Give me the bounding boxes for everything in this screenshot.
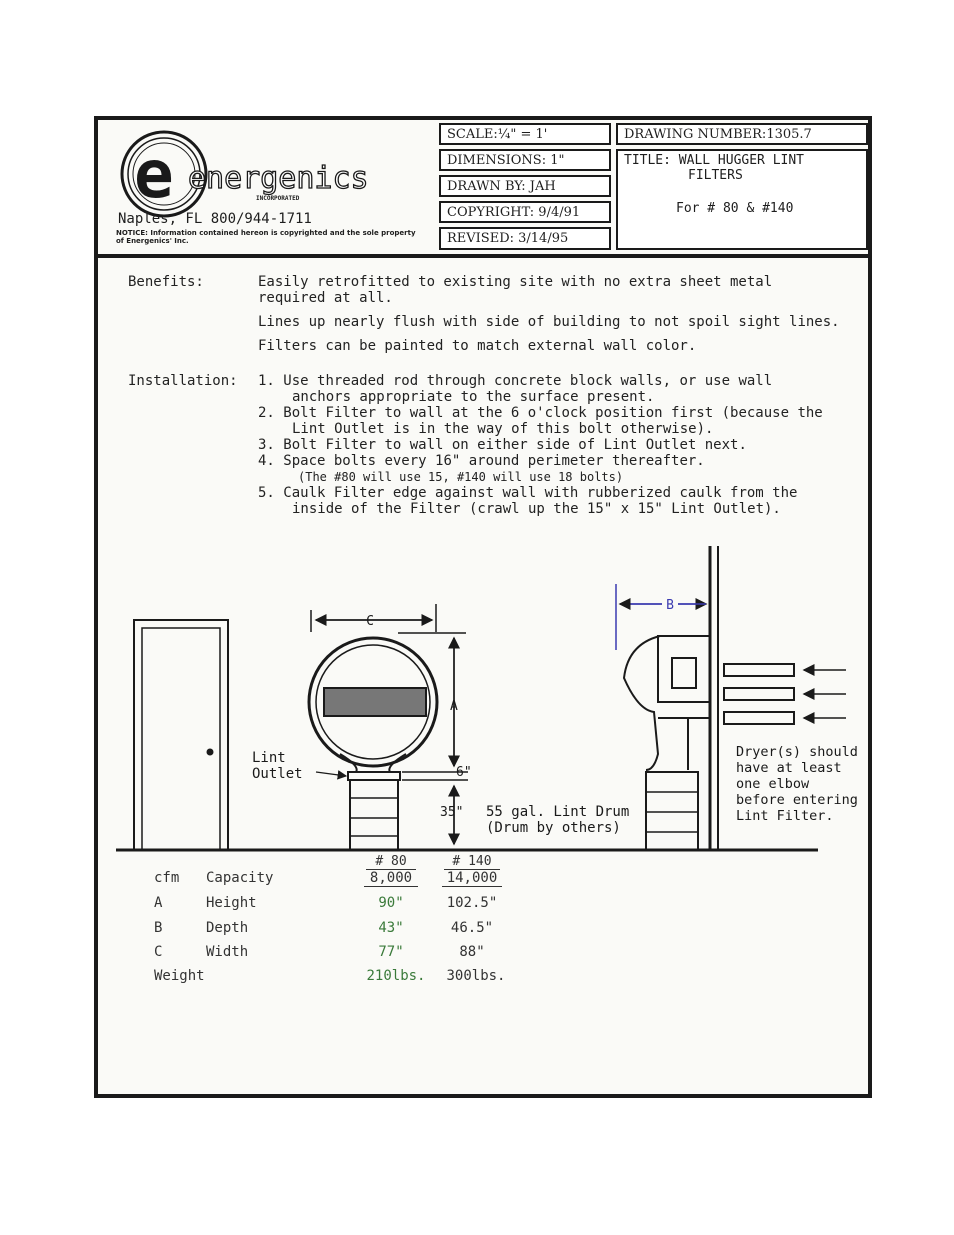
step-4: 4. Space bolts every 16" around perimeter thereafter. xyxy=(258,453,705,469)
revised-box: REVISED: 3/14/95 xyxy=(439,227,611,250)
step-2: 2. Bolt Filter to wall at the 6 o'clock position first (because the xyxy=(258,405,823,421)
door-drawing xyxy=(134,620,228,850)
table-row: A Height 90" 102.5" xyxy=(154,895,498,911)
drawing-sheet xyxy=(94,116,872,1098)
door-knob xyxy=(207,749,214,756)
table-row: cfm Capacity 8,000 14,000 xyxy=(98,870,598,894)
dryer-note-5: Lint Filter. xyxy=(736,808,834,824)
copyright-box: COPYRIGHT: 9/4/91 xyxy=(439,201,611,223)
svg-text:e: e xyxy=(134,136,174,213)
drum-label-2: (Drum by others) xyxy=(486,820,621,836)
lint-outlet-label-1: Lint xyxy=(252,750,286,766)
drum-label-1: 55 gal. Lint Drum xyxy=(486,804,630,820)
technical-drawing xyxy=(98,540,868,860)
title-line-2: FILTERS xyxy=(688,168,743,183)
dryer-duct-3 xyxy=(724,712,794,724)
step-1: 1. Use threaded rod through concrete block walls, or use wall xyxy=(258,373,773,389)
for-models: For # 80 & #140 xyxy=(676,201,794,216)
dim-6-label: 6" xyxy=(456,765,472,780)
dimensions-box: DIMENSIONS: 1" xyxy=(439,149,611,171)
company-sub: INCORPORATED xyxy=(256,195,300,202)
benefits-text: Easily retrofitted to existing site with no extra sheet metal required at all. Lines up nearly flush with side of building to not spoil sight lines. Filters can be painted to match external wall color. xyxy=(258,274,840,354)
company-location: Naples, FL 800/944-1711 xyxy=(118,211,312,227)
notice-text: NOTICE: Information contained hereon is copyrighted and the sole property of Energenics' Inc. xyxy=(116,229,416,245)
dryer-duct-2 xyxy=(724,688,794,700)
benefits-label: Benefits: xyxy=(128,274,204,290)
table-row: Weight 210lbs. 300lbs. xyxy=(154,968,506,984)
logo-area xyxy=(98,120,434,254)
title-block xyxy=(98,120,868,258)
lint-drum-front xyxy=(350,780,398,850)
filter-media xyxy=(324,688,426,716)
drawn-by-box: DRAWN BY: JAH xyxy=(439,175,611,197)
lint-drum-side xyxy=(646,772,698,850)
dim-c-label: C xyxy=(366,614,374,629)
installation-label: Installation: xyxy=(128,373,238,389)
lint-outlet-label-2: Outlet xyxy=(252,766,303,782)
drawing-number-box: DRAWING NUMBER:1305.7 xyxy=(616,123,868,145)
dim-a-label: A xyxy=(450,699,458,714)
step-3: 3. Bolt Filter to wall on either side of Lint Outlet next. xyxy=(258,437,747,453)
table-row: C Width 77" 88" xyxy=(154,944,485,960)
col-140-header: # 140 xyxy=(444,854,500,870)
company-name: energenics xyxy=(188,161,369,196)
dryer-note-1: Dryer(s) should xyxy=(736,744,858,760)
col-80-header: # 80 xyxy=(366,854,416,870)
installation-steps: 1. Use threaded rod through concrete block walls, or use wall anchors appropriate to the surface present. 2. Bolt Filter to wall at the 6 o'clock position first (because the Lint Outlet is in the way of this bolt otherwise). 3. Bolt Filter to wall on either side of Lint Outlet next. 4. Space bolts every 16" around perimeter thereafter. (The #80 will use 15, #140 will use 18 bolts) 5. Caulk Filter edge against wall with rubberized caulk from the inside of the Filter (crawl up the 15" x 15" Lint Outlet). xyxy=(258,373,858,517)
title-box xyxy=(616,149,868,250)
dryer-note-2: have at least xyxy=(736,760,842,776)
scale-box: SCALE:¼" = 1' xyxy=(439,123,611,145)
dryer-note-3: one elbow xyxy=(736,776,810,792)
dim-b-label: B xyxy=(666,598,674,613)
energenics-logo xyxy=(98,120,434,220)
step-5: 5. Caulk Filter edge against wall with rubberized caulk from the xyxy=(258,485,798,501)
filter-front-view xyxy=(309,638,437,850)
table-row: B Depth 43" 46.5" xyxy=(154,920,494,936)
title-line-1: TITLE: WALL HUGGER LINT xyxy=(624,153,805,168)
dryer-duct-1 xyxy=(724,664,794,676)
dryer-note-4: before entering xyxy=(736,792,858,808)
dim-35-label: 35" xyxy=(440,805,464,820)
